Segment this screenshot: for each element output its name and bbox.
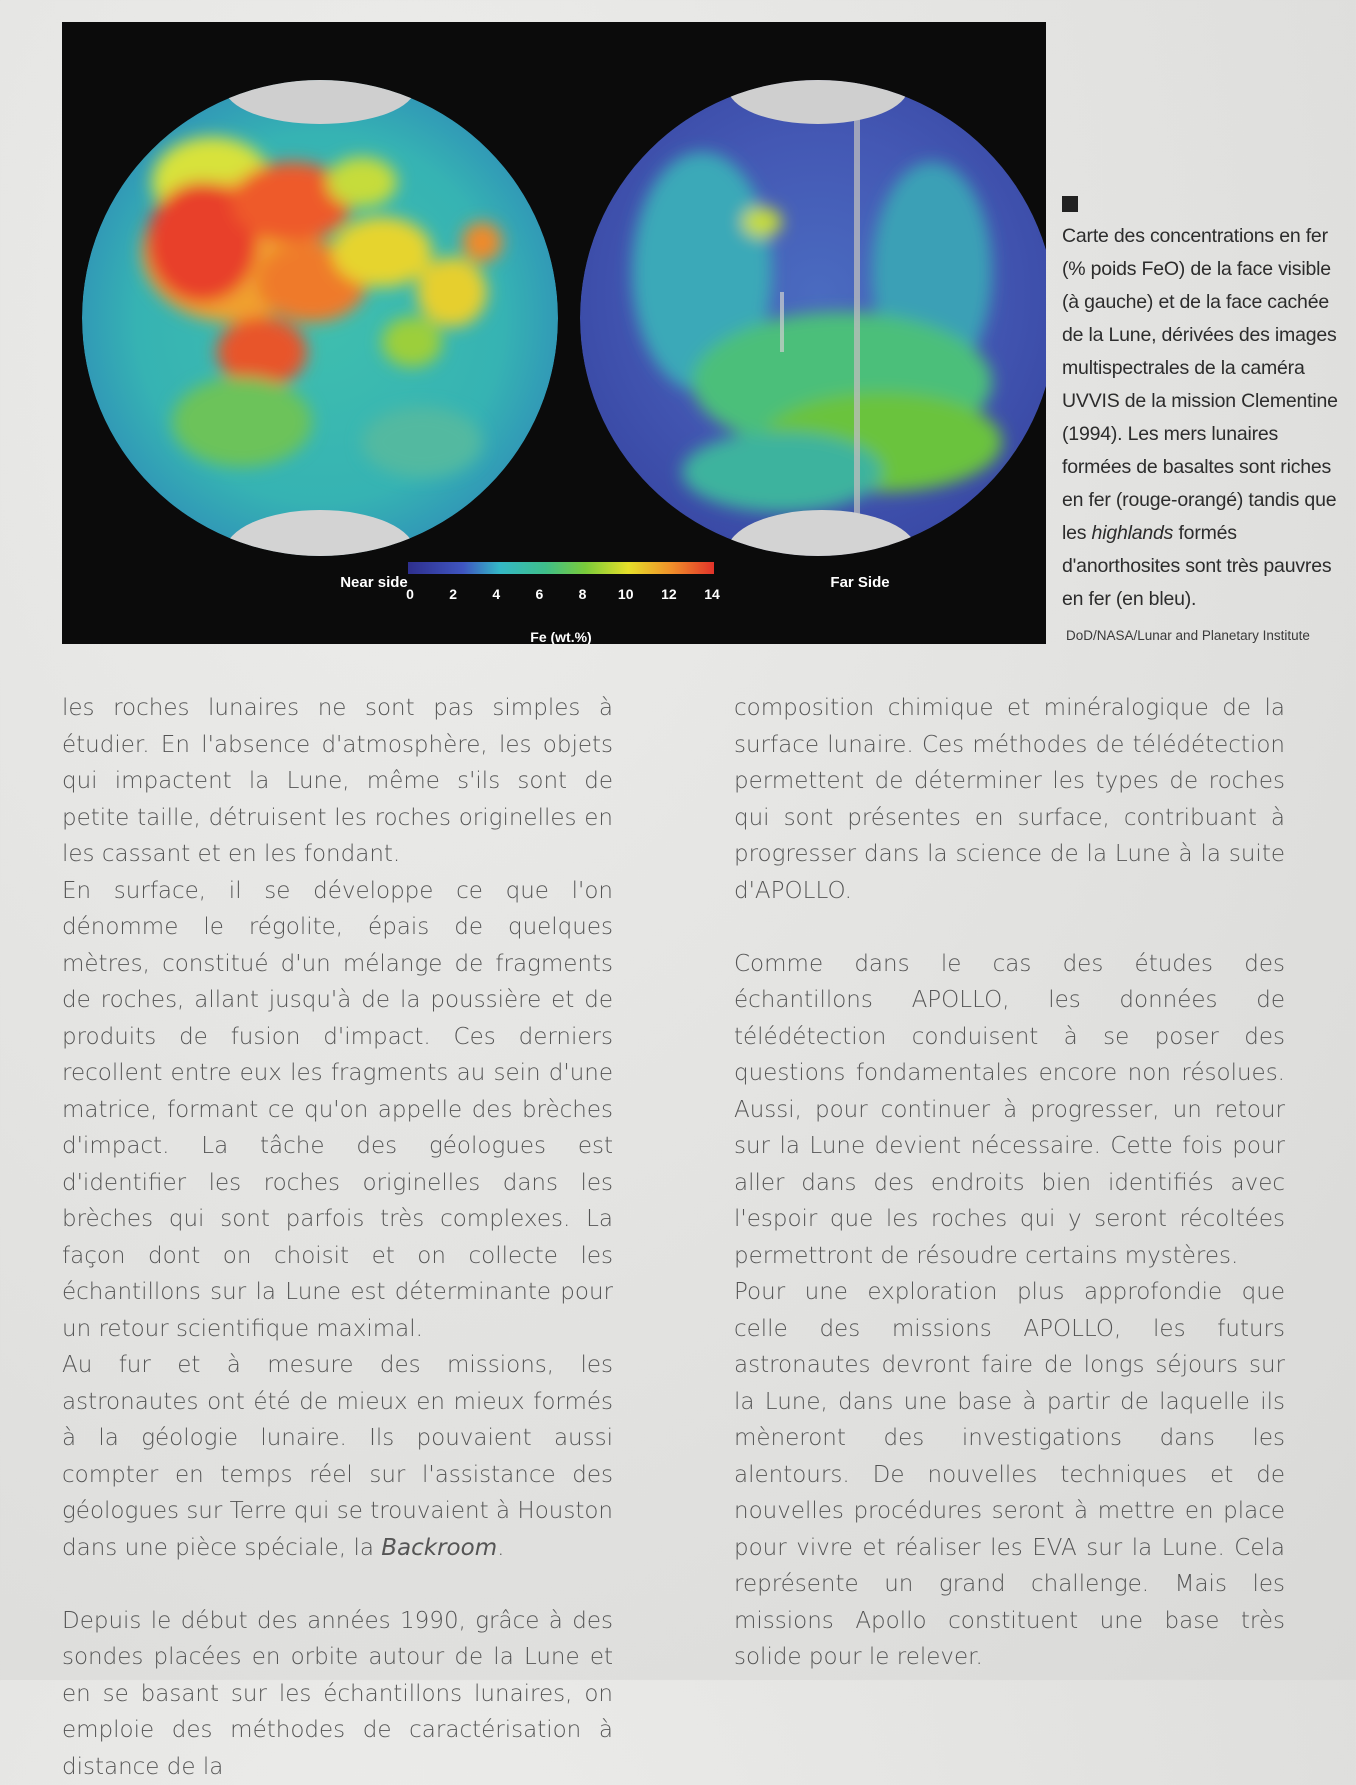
far-side-globe [580, 52, 1046, 594]
left-paragraph-3-end: . [497, 1535, 504, 1561]
lunar-iron-map [62, 22, 1046, 644]
caption-text-start: Carte des concentrations en fer (% poids FeO) de la face visible (à gauche) et de la face cachée de la Lune, dérivées des images multispectrales de la caméra UVVIS de la mission Clementine (1994). Les mers lunaires formées de basaltes sont riches en fer (rouge-orangé) tandis que les [1062, 225, 1338, 544]
scale-tick-label: 6 [536, 586, 544, 602]
figure-caption [1062, 196, 1352, 616]
left-paragraph-4: Depuis le début des années 1990, grâce à des sondes placées en orbite autour de la Lune et en se basant sur les échantillons lunaires, on emploie des méthodes de caractérisation à distance de la [62, 1603, 613, 1785]
right-paragraph-1: composition chimique et minéralogique de la surface lunaire. Ces méthodes de télédétection permettent de déterminer les types de roches qui sont présentes en surface, contribuant à progresser dans la science de la Lune à la suite d'APOLLO. [734, 690, 1285, 909]
caption-text-end: formés d'anorthosites sont très pauvres en fer (en bleu). [1062, 522, 1331, 610]
iron-color-scale [408, 562, 714, 574]
lunar-iron-map-figure [62, 22, 1046, 644]
caption-marker-square [1062, 196, 1078, 212]
left-paragraph-1: les roches lunaires ne sont pas simples à étudier. En l'absence d'atmosphère, les objets qui impactent la Lune, même s'ils sont de petite taille, détruisent les roches originelles en les cassant et en les fondant. [62, 690, 613, 873]
scale-tick-label: 10 [618, 586, 634, 602]
far-side-label: Far Side [830, 574, 889, 591]
scale-tick-label: 12 [661, 586, 677, 602]
scale-tick-label: 4 [492, 586, 500, 602]
scale-tick-label: 0 [406, 586, 414, 602]
caption-emphasis-highlands: highlands [1092, 522, 1174, 544]
right-text-column [734, 690, 1285, 1676]
backroom-emphasis: Backroom [381, 1535, 497, 1561]
left-text-column [62, 690, 613, 1785]
left-paragraph-3-start: Au fur et à mesure des missions, les astronautes ont été de mieux en mieux formés à la géologie lunaire. Ils pouvaient aussi compter en temps réel sur l'assistance des géologues sur Terre qui se trouvaient à Houston dans une pièce spéciale, la [62, 1352, 613, 1561]
scale-title: Fe (wt.%) [530, 629, 591, 644]
right-paragraph-2: Comme dans le cas des études des échantillons APOLLO, les données de télédétection conduisent à se poser des questions fondamentales encore non résolues. Aussi, pour continuer à progresser, un retour sur la Lune devient nécessaire. Cette fois pour aller dans des endroits bien identifiés avec l'espoir que les roches qui y seront récoltées permettront de résoudre certains mystères. [734, 946, 1285, 1275]
scale-ticks [406, 586, 720, 602]
scale-tick-label: 8 [579, 586, 587, 602]
scale-tick-label: 2 [449, 586, 457, 602]
left-paragraph-3 [62, 1347, 613, 1566]
left-paragraph-2: En surface, il se développe ce que l'on dénomme le régolite, épais de quelques mètres, constitué d'un mélange de fragments de roches, allant jusqu'à de la poussière et de produits de fusion d'impact. Ces derniers recollent entre eux les fragments au sein d'une matrice, formant ce qu'on appelle des brèches d'impact. La tâche des géologues est d'identifier les roches originelles dans les brèches qui sont parfois très complexes. La façon dont on choisit et on collecte les échantillons sur la Lune est déterminante pour un retour scientifique maximal. [62, 873, 613, 1348]
near-side-globe [82, 52, 558, 594]
near-side-label: Near side [340, 574, 408, 591]
right-paragraph-3: Pour une exploration plus approfondie que celle des missions APOLLO, les futurs astronautes devront faire de longs séjours sur la Lune, dans une base à partir de laquelle ils mèneront des investigations dans les alentours. De nouvelles techniques et de nouvelles procédures seront à mettre en place pour vivre et réaliser les EVA sur la Lune. Cela représente un grand challenge. Mais les missions Apollo constituent une base très solide pour le relever. [734, 1274, 1285, 1676]
scale-tick-label: 14 [704, 586, 720, 602]
image-credit: DoD/NASA/Lunar and Planetary Institute [1066, 628, 1356, 643]
